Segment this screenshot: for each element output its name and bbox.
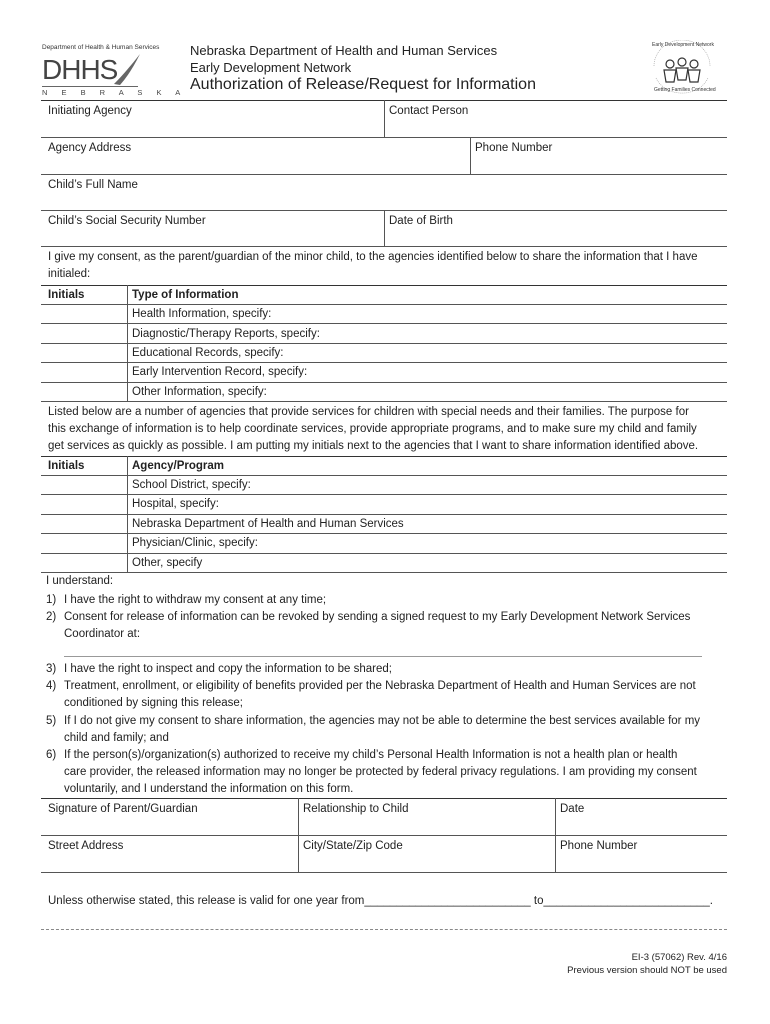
info-row-diagnostic: Diagnostic/Therapy Reports, specify: (132, 328, 320, 340)
info-initials-cell-1[interactable] (42, 305, 126, 323)
understand-item-1: 1) I have the right to withdraw my consent at any time; (46, 594, 327, 606)
phone-label: Phone Number (560, 840, 638, 852)
agency-initials-cell-4[interactable] (42, 534, 126, 552)
child-name-field[interactable] (42, 192, 726, 210)
info-row-early-intervention: Early Intervention Record, specify: (132, 366, 308, 378)
info-initials-cell-5[interactable] (42, 383, 126, 401)
header-network: Early Development Network (190, 60, 352, 75)
phone-number-label: Phone Number (475, 142, 553, 154)
dhhs-logo (42, 44, 187, 100)
nebraska-spaced: N E B R A S K A (42, 88, 187, 97)
child-name-label: Child’s Full Name (48, 179, 138, 191)
agency-address-label: Agency Address (48, 142, 132, 154)
info-initials-cell-4[interactable] (42, 363, 126, 381)
date-field[interactable] (557, 816, 726, 834)
understand-item-4: 4) Treatment, enrollment, or eligibility of benefits provided per the Nebraska Department of Health and Human Services are not conditioned by signing this release; (46, 680, 696, 709)
understand-item-6: 6) If the person(s)/organization(s) authorized to receive my child’s Personal Health Information is not a health plan or health care provider, the released information may no longer be protected by federal privacy regulations. I am providing my consent voluntarily, and I understand the information on this form. (46, 749, 697, 795)
child-ssn-label: Child’s Social Security Number (48, 215, 206, 227)
consent-line-1: I give my consent, as the parent/guardian of the minor child, to the agencies identified below to share the information that I have (48, 251, 698, 263)
dob-label: Date of Birth (389, 215, 453, 227)
info-row-educational: Educational Records, specify: (132, 347, 284, 359)
listed-line-1: Listed below are a number of agencies that provide services for children with special needs and their families. The purpose for (48, 406, 689, 418)
badge-bottom-text: Getting Families Connected (654, 87, 716, 93)
listed-line-2: this exchange of information is to help coordinate services, provide appropriate programs, and to make sure my child and family (48, 423, 697, 435)
date-label: Date (560, 803, 585, 815)
dob-field[interactable] (386, 228, 726, 245)
listed-line-3: get services as quickly as possible. I am putting my initials next to the agencies that I want to share information identified above. (48, 440, 699, 452)
initiating-agency-field[interactable] (42, 118, 382, 136)
agency-row-other: Other, specify (132, 557, 203, 569)
consent-line-2: initialed: (48, 268, 91, 280)
understand-item-5: 5) If I do not give my consent to share information, the agencies may not be able to determine the best services available for my child and family; and (46, 715, 701, 744)
validity-from-field[interactable] (372, 893, 538, 909)
street-label: Street Address (48, 840, 124, 852)
understand-item-2: 2) Consent for release of information can be revoked by sending a signed request to my Early Development Network Services Coordinator at: (46, 611, 691, 640)
info-initials-cell-3[interactable] (42, 344, 126, 362)
edn-badge (646, 40, 718, 98)
badge-top-text: Early Development Network (652, 42, 714, 48)
coordinator-address-line[interactable] (64, 656, 702, 657)
city-field[interactable] (300, 853, 553, 871)
phone-field[interactable] (557, 853, 726, 871)
signature-label: Signature of Parent/Guardian (48, 803, 198, 815)
info-row-other: Other Information, specify: (132, 386, 267, 398)
contact-person-label: Contact Person (389, 105, 469, 117)
city-label: City/State/Zip Code (303, 840, 403, 852)
validity-statement: Unless otherwise stated, this release is valid for one year from__________________________ to__________________________. (48, 895, 713, 907)
relationship-label: Relationship to Child (303, 803, 409, 815)
info-initials-cell-2[interactable] (42, 324, 126, 342)
info-col-type: Type of Information (132, 289, 239, 301)
agency-initials-cell-3[interactable] (42, 515, 126, 533)
agency-col-program: Agency/Program (132, 460, 225, 472)
agency-row-hospital: Hospital, specify: (132, 498, 219, 510)
agency-address-field[interactable] (42, 155, 468, 173)
street-field[interactable] (42, 853, 296, 871)
swoosh-icon (112, 52, 142, 86)
page-title: Authorization of Release/Request for Information (190, 76, 536, 93)
agency-initials-cell-2[interactable] (42, 495, 126, 513)
footer-note: Previous version should NOT be used (567, 965, 727, 976)
initiating-agency-label: Initiating Agency (48, 105, 132, 117)
child-ssn-field[interactable] (42, 228, 382, 245)
dhhs-letters: DHHS (42, 54, 118, 85)
agency-initials-cell-5[interactable] (42, 554, 126, 572)
validity-to-field[interactable] (552, 893, 718, 909)
relationship-field[interactable] (300, 816, 553, 834)
agency-row-school: School District, specify: (132, 479, 251, 491)
header-org: Nebraska Department of Health and Human Services (190, 43, 498, 58)
form-id: EI-3 (57062) Rev. 4/16 (631, 952, 727, 963)
info-row-health: Health Information, specify: (132, 308, 272, 320)
info-col-initials: Initials (48, 289, 85, 301)
agency-row-physician: Physician/Clinic, specify: (132, 537, 258, 549)
dept-small-text: Department of Health & Human Services (42, 44, 160, 51)
agency-row-dhhs: Nebraska Department of Health and Human Services (132, 518, 404, 530)
signature-field[interactable] (42, 816, 296, 834)
agency-phone-field[interactable] (472, 155, 726, 173)
understand-item-3: 3) I have the right to inspect and copy the information to be shared; (46, 663, 392, 675)
understand-heading: I understand: (46, 575, 114, 587)
agency-col-initials: Initials (48, 460, 85, 472)
contact-person-field[interactable] (386, 118, 726, 136)
agency-initials-cell-1[interactable] (42, 476, 126, 494)
